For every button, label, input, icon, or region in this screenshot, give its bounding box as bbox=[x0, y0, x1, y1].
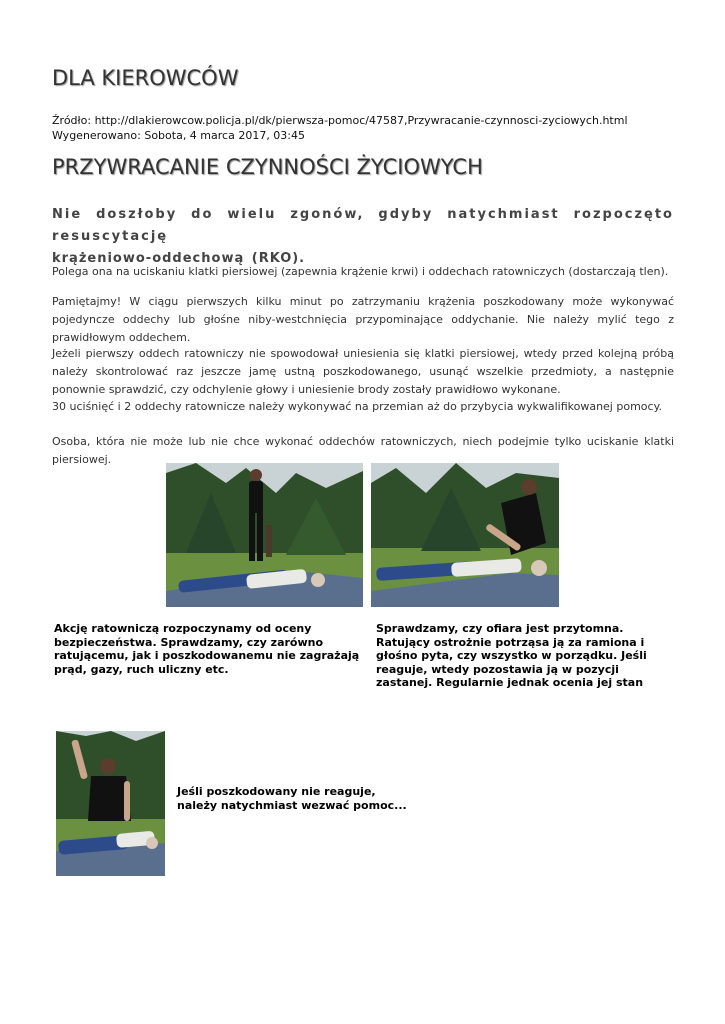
paragraph-2: Pamiętajmy! W ciągu pierwszych kilku minut po zatrzymaniu krążenia poszkodowany może wykonywać pojedyncze oddechy lub głośne niby-westchnięcia przypominające oddychanie. Nie należy mylić tego z prawidłowym oddechem. bbox=[52, 295, 674, 344]
paragraph-4: 30 uciśnięć i 2 oddechy ratownicze należy wykonywać na przemian aż do przybycia wykwalifikowanej pomocy. bbox=[52, 400, 663, 413]
article-title: PRZYWRACANIE CZYNNOŚCI ŻYCIOWYCH bbox=[52, 155, 483, 179]
paragraph-1: Polega ona na uciskaniu klatki piersiowej (zapewnia krążenie krwi) i oddechach ratowniczych (dostarczają tlen). bbox=[52, 265, 669, 278]
site-title: DLA KIEROWCÓW bbox=[52, 66, 239, 90]
caption-photo-3: Jeśli poszkodowany nie reaguje, należy natychmiast wezwać pomoc... bbox=[177, 785, 407, 812]
caption-photo-1: Akcję ratowniczą rozpoczynamy od oceny bezpieczeństwa. Sprawdzamy, czy zarówno ratującemu, jak i poszkodowanemu nie zagrażają prąd, gazy, ruch uliczny etc. bbox=[54, 622, 360, 676]
lead-line-1: Nie doszłoby do wielu zgonów, gdyby natychmiast rozpoczęto resuscytację bbox=[52, 207, 674, 244]
lead-line-2: krążeniowo-oddechową (RKO). bbox=[52, 251, 306, 266]
caption-photo-2: Sprawdzamy, czy ofiara jest przytomna. Ratujący ostrożnie potrząsa ją za ramiona i głośno pyta, czy wszystko w porządku. Jeśli reaguje, wtedy pozostawia ją w pozycji zastanej. Regularnie jednak ocenia jej stan bbox=[376, 622, 647, 689]
article-lead bbox=[52, 204, 674, 270]
photo-calling-help bbox=[56, 731, 165, 876]
photo-consciousness-check bbox=[371, 463, 559, 607]
paragraph-5: Osoba, która nie może lub nie chce wykonać oddechów ratowniczych, niech podejmie tylko uciskanie klatki piersiowej. bbox=[52, 435, 674, 466]
photo-safety-assessment bbox=[166, 463, 363, 607]
source-url: Źródło: http://dlakierowcow.policja.pl/dk/pierwsza-pomoc/47587,Przywracanie-czynnosci-zyciowych.html bbox=[52, 114, 628, 127]
generated-date: Wygenerowano: Sobota, 4 marca 2017, 03:45 bbox=[52, 129, 306, 142]
paragraph-3: Jeżeli pierwszy oddech ratowniczy nie spowodował uniesienia się klatki piersiowej, wtedy przed kolejną próbą należy skontrolować raz jeszcze jamę ustną poszkodowanego, usunąć wszelkie przedmioty, a następnie ponownie sprawdzić, czy odchylenie głowy i uniesienie brody zostały prawidłowo wykonane. bbox=[52, 347, 674, 396]
